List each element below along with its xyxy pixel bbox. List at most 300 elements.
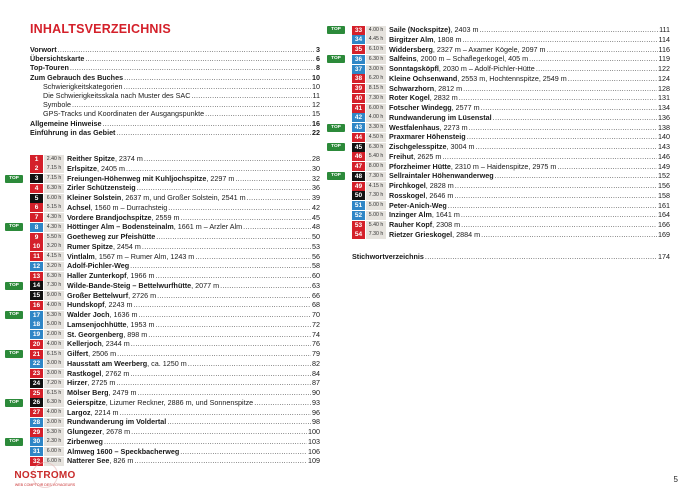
tour-number-badge: 12	[30, 262, 43, 271]
tour-row[interactable]	[30, 427, 320, 437]
tour-detail: , ca. 1250 m	[147, 358, 187, 368]
tour-number-badge: 21	[30, 350, 43, 359]
top-badge: TOP	[327, 124, 345, 132]
tour-detail: , 2214 m	[90, 407, 119, 417]
tour-duration: 3.30 h	[366, 123, 386, 132]
tour-duration: 4.00 h	[366, 26, 386, 35]
tour-page: 169	[658, 229, 670, 239]
tour-row[interactable]	[352, 35, 670, 45]
tour-detail: , 2832 m	[429, 93, 458, 103]
tour-name: Großer Bettelwurf	[67, 290, 129, 300]
tour-duration: 2.30 h	[44, 437, 64, 446]
tour-row[interactable]	[352, 74, 670, 84]
tour-page: 96	[312, 407, 320, 417]
leader-dots	[220, 281, 311, 291]
tour-name: Rundwanderung im Voldertal	[67, 417, 167, 427]
tour-page: 48	[312, 222, 320, 232]
tour-number-badge: 46	[352, 152, 365, 161]
tour-duration: 6.30 h	[366, 55, 386, 64]
leader-dots	[448, 201, 657, 211]
tour-row[interactable]	[352, 201, 670, 211]
tour-detail: , 2454 m	[112, 241, 141, 251]
tour-page: 166	[658, 220, 670, 229]
tour-name: St. Georgenberg	[67, 329, 124, 339]
leader-dots	[180, 447, 307, 457]
tour-row[interactable]	[9, 173, 320, 184]
leader-dots	[103, 119, 312, 128]
tour-name: Schwarzhorn	[389, 83, 435, 93]
leader-dots	[243, 222, 311, 232]
tour-page: 146	[658, 151, 670, 161]
leader-dots	[195, 252, 311, 262]
tour-number-badge: 24	[30, 379, 43, 388]
toc-entry-title: Allgemeine Hinweise	[30, 118, 102, 128]
tour-name: Zirbenweg	[67, 436, 103, 446]
tour-page: 128	[658, 83, 670, 93]
tour-duration: 6.00 h	[366, 104, 386, 113]
tour-detail: , 2637 m, und Großer Solstein, 2541 m	[121, 193, 246, 202]
toc-entry-page: 8	[316, 63, 320, 73]
tour-row[interactable]	[331, 25, 670, 35]
tour-detail: , 2678 m	[102, 427, 131, 436]
tour-detail: , 2726 m	[128, 290, 157, 300]
leader-dots	[138, 310, 311, 320]
toc-entry[interactable]	[30, 109, 320, 118]
tour-row[interactable]	[352, 113, 670, 123]
tour-name: Birgitzer Alm	[389, 34, 434, 44]
tour-row[interactable]	[30, 320, 320, 330]
tour-detail: , 1808 m	[433, 34, 462, 44]
toc-entry-page: 6	[316, 54, 320, 64]
tour-row[interactable]	[30, 359, 320, 369]
leader-dots	[138, 388, 311, 398]
logo-name: NOSTROMO	[14, 470, 76, 481]
leader-dots	[104, 437, 307, 447]
tour-number-badge: 32	[30, 457, 43, 466]
tour-name: Zirler Schützensteig	[67, 183, 136, 193]
tour-row[interactable]	[30, 417, 320, 427]
tour-name: Peter-Anich-Weg	[389, 200, 447, 210]
tour-page: 103	[308, 436, 320, 446]
tour-row[interactable]	[352, 191, 670, 201]
tour-number-badge: 37	[352, 65, 365, 74]
leader-dots	[126, 164, 311, 174]
tour-name: Rietzer Grieskogel	[389, 229, 453, 239]
tour-row[interactable]	[352, 220, 670, 230]
tour-duration: 8.15 h	[366, 84, 386, 93]
tour-page: 152	[658, 171, 670, 181]
toc-entry-title: GPS-Tracks und Koordinaten der Ausgangspunkte	[43, 109, 205, 119]
tour-page: 76	[312, 339, 320, 349]
leader-dots	[557, 162, 657, 172]
tour-name: Sonntagsköpfl	[389, 64, 439, 73]
tour-duration: 6.30 h	[44, 184, 64, 193]
toc-entry[interactable]	[30, 63, 320, 72]
tour-name: Sellraintaler Höhenwanderweg	[389, 171, 494, 181]
tour-row[interactable]	[352, 230, 670, 240]
tour-page: 74	[312, 329, 320, 339]
tour-name: Lamsenjochhütte	[67, 319, 127, 329]
index-entry-title: Stichwortverzeichnis	[352, 252, 424, 261]
tour-number-badge: 5	[30, 194, 43, 203]
tour-detail: , 2327 m – Axamer Kögele, 2097 m	[432, 44, 546, 54]
tour-row[interactable]	[352, 152, 670, 162]
tour-page: 70	[312, 310, 320, 319]
toc-entry-page: 10	[312, 81, 320, 91]
leader-dots	[85, 54, 315, 63]
tour-name: Walder Joch	[67, 310, 110, 319]
tour-page: 90	[312, 388, 320, 397]
tour-name: Praxmarer Höhensteig	[389, 132, 466, 142]
tour-page: 30	[312, 163, 320, 173]
tour-page: 116	[658, 44, 670, 54]
top-badge: TOP	[5, 438, 23, 446]
tour-row[interactable]	[30, 232, 320, 242]
tour-name: Adolf-Pichler-Weg	[67, 261, 130, 271]
tour-page: 143	[658, 142, 670, 151]
tour-number-badge: 35	[352, 45, 365, 54]
tour-row[interactable]	[30, 213, 320, 223]
tour-page: 119	[658, 54, 670, 64]
tour-row[interactable]	[30, 330, 320, 340]
tour-row[interactable]	[352, 84, 670, 94]
tour-row[interactable]	[30, 271, 320, 281]
tour-page: 87	[312, 378, 320, 388]
tour-detail: , 2559 m	[151, 212, 180, 222]
tour-detail: , 2725 m	[87, 378, 116, 388]
tour-name: Achsel	[67, 202, 91, 212]
tour-duration: 5.15 h	[44, 203, 64, 212]
tour-row[interactable]	[30, 242, 320, 252]
tour-row[interactable]	[30, 261, 320, 271]
toc-entry[interactable]	[30, 91, 320, 100]
tour-duration: 7.20 h	[44, 379, 64, 388]
leader-dots	[235, 174, 311, 184]
tour-duration: 5.40 h	[366, 152, 386, 161]
leader-dots	[134, 456, 307, 466]
tour-row[interactable]	[9, 310, 320, 320]
tour-number-badge: 15	[30, 291, 43, 300]
tour-page: 100	[308, 427, 320, 436]
tour-duration: 6.20 h	[366, 74, 386, 83]
tour-duration: 6.30 h	[44, 398, 64, 407]
tour-row[interactable]	[9, 349, 320, 359]
tour-duration: 6.10 h	[366, 45, 386, 54]
toc-entry[interactable]	[30, 128, 320, 137]
tour-name: Almweg 1600 – Speckbacherweg	[67, 446, 180, 456]
tour-number-badge: 51	[352, 201, 365, 210]
leader-dots	[254, 398, 311, 408]
tour-detail: , 826 m	[109, 456, 134, 466]
tour-name: Glungezer	[67, 427, 103, 436]
tour-detail: , 1567 m – Rumer Alm, 1243 m	[94, 251, 195, 261]
top-badge: TOP	[5, 175, 23, 183]
leader-dots	[191, 91, 311, 100]
tour-name: Rauher Kopf	[389, 220, 433, 229]
tour-duration: 5.30 h	[44, 311, 64, 320]
tour-duration: 4.45 h	[366, 35, 386, 44]
leader-dots	[155, 320, 311, 330]
tour-detail: , 2506 m	[88, 349, 117, 358]
tour-number-badge: 19	[30, 330, 43, 339]
tour-row[interactable]	[30, 339, 320, 349]
tour-number-badge: 48	[352, 172, 365, 181]
tour-duration: 8.00 h	[366, 162, 386, 171]
tour-duration: 5.00 h	[44, 320, 64, 329]
tour-detail: , Lizumer Reckner, 2886 m, und Sonnenspitze	[105, 397, 254, 407]
leader-dots	[461, 220, 657, 230]
page-title: INHALTSVERZEICHNIS	[30, 22, 171, 36]
tour-name: Gilfert	[67, 349, 89, 358]
tour-number-badge: 4	[30, 184, 43, 193]
leader-dots	[116, 128, 311, 137]
leader-dots	[134, 300, 312, 310]
tour-duration: 7.30 h	[44, 281, 64, 290]
tour-number-badge: 22	[30, 359, 43, 368]
tour-number-badge: 10	[30, 242, 43, 251]
tour-row[interactable]	[30, 193, 320, 203]
tour-number-badge: 11	[30, 252, 43, 261]
tour-number-badge: 23	[30, 369, 43, 378]
tour-name: Reither Spitze	[67, 154, 115, 163]
tour-row[interactable]	[30, 154, 320, 164]
tour-detail: , 3004 m	[446, 142, 475, 151]
leader-dots	[469, 123, 657, 133]
tour-detail: , 2403 m	[450, 25, 479, 34]
tour-row[interactable]	[30, 164, 320, 174]
leader-dots	[144, 154, 311, 164]
tour-name: Salfeins	[389, 54, 417, 64]
toc-entry[interactable]	[30, 54, 320, 63]
leader-dots	[467, 132, 657, 142]
tour-page: 136	[658, 112, 670, 122]
tour-detail: , 1641 m	[431, 210, 460, 220]
tour-row[interactable]	[30, 252, 320, 262]
tour-name: Vordere Brandjochspitze	[67, 212, 152, 222]
toc-entry-title: Die Schwierigkeitsskala nach Muster des SAC	[43, 91, 191, 100]
leader-dots	[70, 63, 315, 72]
tour-detail: , 2828 m	[425, 181, 454, 190]
toc-entry-title: Top-Touren	[30, 63, 69, 73]
tour-page: 134	[658, 103, 670, 112]
tour-detail: , 2077 m	[191, 280, 220, 290]
tour-name: Pforzheimer Hütte	[389, 161, 451, 171]
tour-detail: , 2243 m	[104, 300, 133, 310]
tour-page: 42	[312, 202, 320, 212]
tour-page: 124	[658, 73, 670, 83]
tour-number-badge: 38	[352, 74, 365, 83]
tour-row[interactable]	[352, 64, 670, 74]
tour-duration: 2.40 h	[44, 155, 64, 164]
tour-page: 93	[312, 397, 320, 407]
tour-row[interactable]	[9, 436, 320, 447]
tour-duration: 5.40 h	[366, 221, 386, 230]
tour-page: 109	[308, 456, 320, 466]
toc-entry[interactable]	[30, 73, 320, 82]
tour-number-badge: 1	[30, 155, 43, 164]
tour-name: Roter Kogel	[389, 93, 430, 103]
tour-page: 138	[658, 122, 670, 132]
toc-entry[interactable]	[30, 82, 320, 91]
tour-name: Saile (Nockspitze)	[389, 25, 451, 34]
toc-entry[interactable]	[30, 100, 320, 109]
top-badge: TOP	[327, 172, 345, 180]
tour-detail: , 2884 m	[452, 229, 481, 239]
tour-duration: 4.00 h	[44, 408, 64, 417]
tour-duration: 6.30 h	[44, 272, 64, 281]
tour-page: 106	[308, 446, 320, 456]
tour-duration: 5.50 h	[44, 233, 64, 242]
tour-duration: 6.00 h	[44, 194, 64, 203]
tour-duration: 7.15 h	[44, 174, 64, 183]
tour-detail: , 2273 m	[439, 122, 468, 132]
tour-page: 164	[658, 210, 670, 220]
leader-dots	[131, 339, 311, 349]
leader-dots	[142, 242, 311, 252]
tour-number-badge: 27	[30, 408, 43, 417]
tour-number-badge: 44	[352, 133, 365, 142]
leader-dots	[425, 252, 657, 261]
tour-page: 122	[658, 64, 670, 73]
tour-number-badge: 41	[352, 104, 365, 113]
top-badge: TOP	[5, 350, 23, 358]
tour-duration: 5.30 h	[44, 428, 64, 437]
tour-duration: 3.00 h	[44, 418, 64, 427]
tour-page: 60	[312, 271, 320, 280]
tour-duration: 4.30 h	[44, 223, 64, 232]
tour-duration: 3.20 h	[44, 242, 64, 251]
tour-duration: 3.00 h	[44, 369, 64, 378]
tour-number-badge: 45	[352, 143, 365, 152]
toc-entry-page: 15	[312, 109, 320, 119]
tour-row[interactable]	[352, 162, 670, 172]
tour-row[interactable]	[30, 291, 320, 301]
tour-page: 161	[658, 200, 670, 210]
leader-dots	[495, 171, 657, 181]
leader-dots	[117, 349, 311, 359]
tour-name: Kellerjoch	[67, 339, 102, 349]
tour-detail: , 1661 m – Arzler Alm	[173, 222, 243, 232]
tour-duration: 7.30 h	[366, 172, 386, 181]
tour-page: 63	[312, 280, 320, 290]
tour-row[interactable]	[352, 181, 670, 191]
tour-number-badge: 13	[30, 272, 43, 281]
tour-number-badge: 28	[30, 418, 43, 427]
tour-row[interactable]	[331, 142, 670, 152]
tour-row[interactable]	[30, 378, 320, 388]
tour-number-badge: 30	[30, 437, 43, 446]
tour-detail: , 2030 m – Adolf-Pichler-Hütte	[438, 64, 535, 73]
leader-dots	[148, 330, 311, 340]
tour-page: 58	[312, 261, 320, 271]
tour-page: 149	[658, 161, 670, 171]
tour-detail: , 2308 m	[432, 220, 461, 229]
tour-row[interactable]	[331, 122, 670, 133]
tour-row[interactable]	[30, 369, 320, 379]
tour-row[interactable]	[331, 54, 670, 64]
leader-dots	[442, 152, 657, 162]
tour-row[interactable]	[30, 447, 320, 457]
tour-duration: 6.15 h	[44, 389, 64, 398]
tour-detail: , 2762 m	[101, 368, 130, 378]
tour-name: Rundwanderung im Lüsenstal	[389, 112, 492, 122]
tour-duration: 4.50 h	[366, 133, 386, 142]
tour-name: Natterer See	[67, 456, 110, 466]
tour-page: 28	[312, 154, 320, 163]
index-entry[interactable]	[352, 252, 670, 261]
tour-name: Mölser Berg	[67, 388, 109, 397]
tour-number-badge: 26	[30, 398, 43, 407]
tour-detail: , 2344 m	[101, 339, 130, 349]
toc-entry-page: 16	[312, 118, 320, 128]
tour-row[interactable]	[9, 222, 320, 232]
tour-page: 98	[312, 417, 320, 427]
top-badge: TOP	[5, 311, 23, 319]
tour-duration: 5.00 h	[366, 201, 386, 210]
tour-row[interactable]	[352, 45, 670, 55]
tour-row[interactable]	[352, 132, 670, 142]
leader-dots	[155, 271, 311, 281]
toc-entry[interactable]	[30, 45, 320, 54]
tour-row[interactable]	[30, 300, 320, 310]
leader-dots	[130, 369, 311, 379]
tour-row[interactable]	[352, 210, 670, 220]
tour-duration: 6.30 h	[366, 143, 386, 152]
tour-name: Kleine Ochsenwand	[389, 73, 458, 83]
tour-page: 39	[312, 193, 320, 202]
toc-entry-title: Übersichtskarte	[30, 54, 85, 64]
toc-entry-title: Schwierigkeitskategorien	[43, 81, 123, 91]
tour-row[interactable]	[30, 203, 320, 213]
tour-detail: , 2479 m	[108, 388, 137, 397]
tour-row[interactable]	[30, 388, 320, 398]
tour-duration: 4.00 h	[366, 113, 386, 122]
tour-page: 79	[312, 349, 320, 358]
tour-row[interactable]	[331, 171, 670, 181]
tour-detail: , 2000 m – Schaflegerkogel, 405 m	[416, 54, 529, 64]
tour-duration: 3.20 h	[44, 262, 64, 271]
leader-dots	[481, 230, 657, 240]
toc-entry-page: 11	[312, 91, 320, 100]
tour-row[interactable]	[9, 280, 320, 291]
leader-dots	[479, 25, 658, 35]
leader-dots	[157, 291, 311, 301]
tour-row[interactable]	[9, 397, 320, 408]
tour-page: 114	[658, 34, 670, 44]
nostromo-logo	[6, 462, 84, 494]
tour-page: 50	[312, 232, 320, 241]
tour-page: 53	[312, 241, 320, 251]
tour-page: 66	[312, 290, 320, 300]
top-badge: TOP	[327, 143, 345, 151]
tour-duration: 4.30 h	[44, 213, 64, 222]
leader-dots	[120, 408, 311, 418]
tour-number-badge: 33	[352, 26, 365, 35]
tour-duration: 6.00 h	[44, 457, 64, 466]
tour-row[interactable]	[352, 103, 670, 113]
top-badge: TOP	[5, 282, 23, 290]
tour-row[interactable]	[30, 408, 320, 418]
tour-detail: , 1953 m	[126, 319, 155, 329]
leader-dots	[167, 417, 311, 427]
tour-duration: 4.15 h	[366, 182, 386, 191]
tour-detail: , 2625 m	[413, 151, 442, 161]
leader-dots	[168, 203, 311, 213]
tour-row[interactable]	[352, 93, 670, 103]
tour-row[interactable]	[30, 183, 320, 193]
toc-entry[interactable]	[30, 119, 320, 128]
tour-name: Rosskogel	[389, 190, 426, 200]
